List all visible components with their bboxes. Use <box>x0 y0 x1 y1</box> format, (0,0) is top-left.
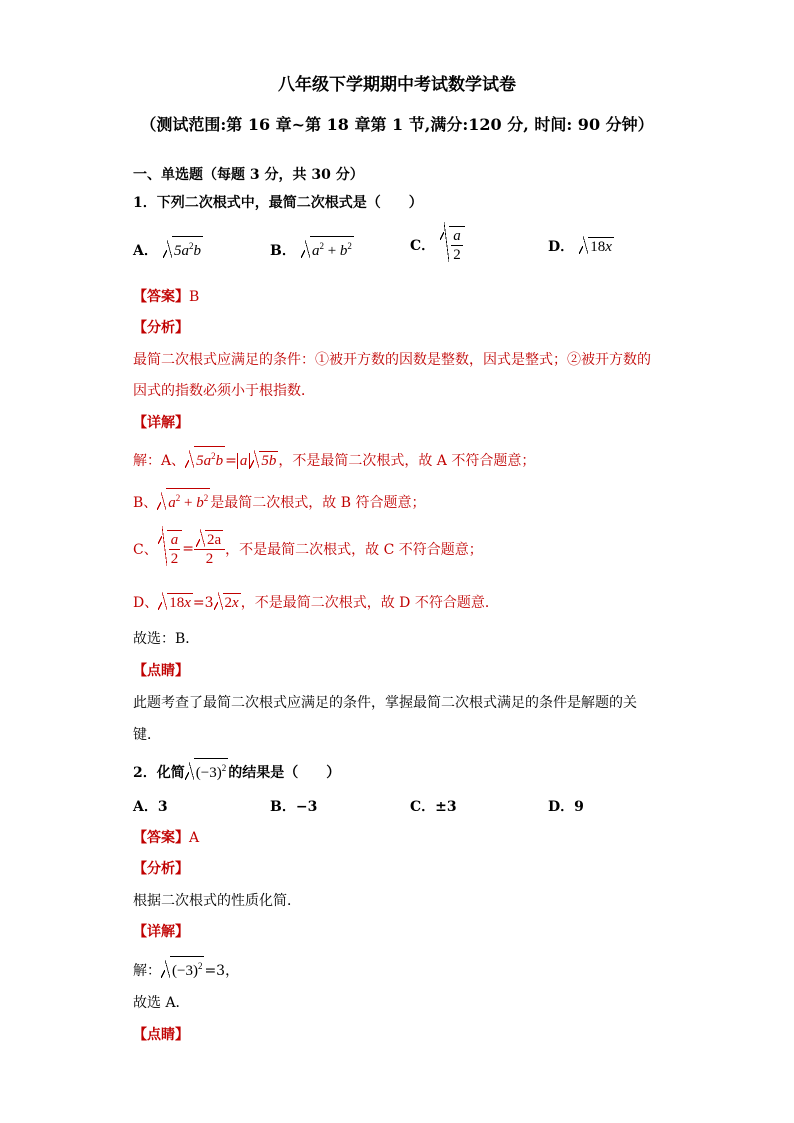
q1-analysis-line2: 因式的指数必须小于根指数． <box>133 383 315 399</box>
q1-option-d-expr: 18x <box>579 237 614 256</box>
q1-option-d-label: D． <box>548 239 575 255</box>
q1-option-b-expr: $a^2 + b^2$ <box>301 236 354 260</box>
answer-tag: 【答案】 <box>133 289 189 305</box>
q1-option-c-label: C． <box>410 238 436 254</box>
q2-analysis-tag: 【分析】 <box>133 861 189 877</box>
q1-option-c[interactable] <box>410 226 465 264</box>
page-title: 八年级下学期期中考试数学试卷 <box>278 75 516 95</box>
q1-detail-d: D、 18x =3 2x ，不是最简二次根式，故 D 不符合题意． <box>133 595 499 611</box>
q2-detail-expr: $(-3)^2$ <box>161 956 204 980</box>
q1-option-a-expr: $5a^2b$ <box>163 236 203 260</box>
q2-detail-tag: 【详解】 <box>133 924 189 940</box>
q1-option-a[interactable] <box>133 236 203 260</box>
answer-value: B <box>189 289 200 305</box>
q1-answer <box>133 286 199 306</box>
q1-detail-tag: 【详解】 <box>133 415 189 431</box>
detail-c-expr: $\frac{a}{2}$ <box>158 530 183 568</box>
q1-detail-c: C、 $\frac{a}{2}$ = $\frac{2a}{2}$ ，不是最简二次根式，故 C 不符合题意； <box>133 532 483 567</box>
detail-b-expr: $a^2 + b^2$ <box>157 488 210 512</box>
q1-choose: 故选：B． <box>133 631 200 647</box>
detail-a-expr: $5a^2b$ <box>185 446 225 470</box>
q1-option-b[interactable] <box>270 236 354 260</box>
q2-option-a[interactable]: A．3 <box>133 799 168 815</box>
section-heading: 一、单选题（每题 3 分，共 30 分） <box>133 167 364 183</box>
q2-answer <box>133 827 199 847</box>
q2-choose: 故选 A． <box>133 995 190 1011</box>
detail-d-expr: 18x <box>158 593 193 612</box>
q1-comment-line2: 键． <box>133 727 161 743</box>
q2-detail: 解： $(-3)^2 =3$， <box>133 956 239 980</box>
q1-option-b-label: B． <box>270 243 296 259</box>
q1-comment-line1: 此题考查了最简二次根式应满足的条件，掌握最简二次根式满足的条件是解题的关 <box>133 695 637 711</box>
q2-comment-tag: 【点睛】 <box>133 1027 189 1043</box>
q1-analysis-tag: 【分析】 <box>133 320 189 336</box>
q1-detail-a: 解：A、 $5a^2b = a$ 5b ，不是最简二次根式，故 A 不符合题意； <box>133 446 535 470</box>
q1-detail-b: B、 $a^2 + b^2$ 是最简二次根式，故 B 符合题意； <box>133 488 425 512</box>
page-subtitle: （测试范围:第 16 章~第 18 章第 1 节,满分:120 分, 时间: 90 分钟） <box>140 115 654 134</box>
q2-stem: 2．化简 $(-3)^2$ 的结果是（ ） <box>133 758 340 782</box>
q1-option-a-label: A． <box>133 243 158 259</box>
answer-tag: 【答案】 <box>133 830 189 846</box>
q2-option-b[interactable]: B．−3 <box>270 799 318 815</box>
q1-option-c-expr: $\frac{a}{2}$ <box>440 226 465 264</box>
q1-analysis-line1: 最简二次根式应满足的条件：①被开方数的因数是整数，因式是整式；②被开方数的 <box>133 352 651 368</box>
q1-stem: 1．下列二次根式中，最简二次根式是（ ） <box>133 195 423 211</box>
q2-option-d[interactable]: D．9 <box>548 799 584 815</box>
q2-option-c[interactable]: C．±3 <box>410 799 457 815</box>
q1-comment-tag: 【点睛】 <box>133 663 189 679</box>
q1-option-d[interactable] <box>548 236 614 256</box>
answer-value: A <box>189 830 200 846</box>
q2-stem-expr: $(-3)^2$ <box>185 758 228 782</box>
q2-analysis-line1: 根据二次根式的性质化简． <box>133 893 301 909</box>
